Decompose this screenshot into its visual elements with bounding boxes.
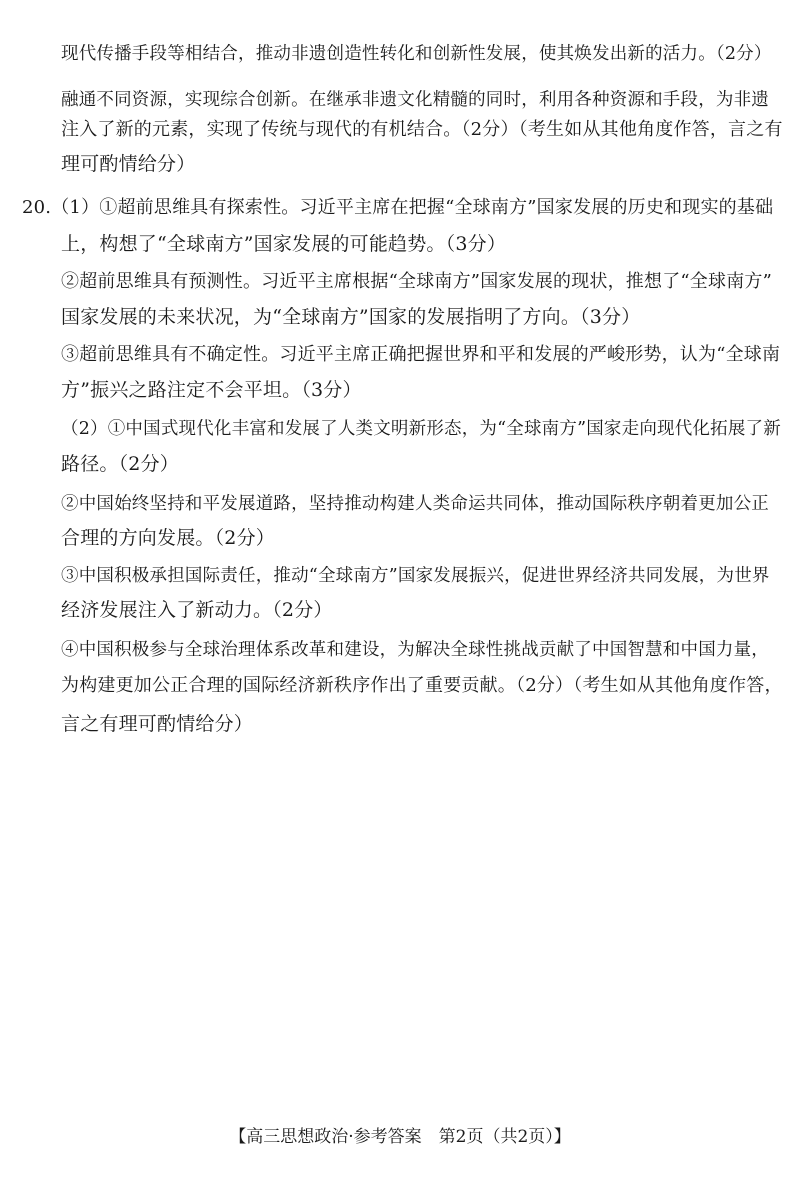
answer-line: 注入了新的元素，实现了传统与现代的有机结合。（2分）（考生如从其他角度作答，言之有 (61, 119, 783, 140)
answer-line: 经济发展注入了新动力。（2分） (61, 599, 333, 621)
question-20-part-1-point-2: ②超前思维具有预测性。习近平主席根据“全球南方”国家发展的现状，推想了“全球南方” (61, 271, 773, 292)
question-20-part-2-point-3: ③中国积极承担国际责任，推动“全球南方”国家发展振兴，促进世界经济共同发展，为世界 (61, 566, 770, 586)
question-20-part-2-point-4: ④中国积极参与全球治理体系改革和建设，为解决全球性挑战贡献了中国智慧和中国力量， (61, 640, 769, 660)
answer-line: 方”振兴之路注定不会平坦。（3分） (61, 379, 362, 401)
answer-line: 合理的方向发展。（2分） (61, 527, 275, 549)
question-20-part-2-point-2: ②中国始终坚持和平发展道路，坚持推动构建人类命运共同体，推动国际秩序朝着更加公正 (61, 494, 769, 514)
question-20-part-1-point-1: 20.（1）①超前思维具有探索性。习近平主席在把握“全球南方”国家发展的历史和现实的基础 (22, 197, 774, 218)
page-footer: 【高三思想政治·参考答案 第2页（共2页）】 (229, 1127, 571, 1147)
answer-line: 国家发展的未来状况，为“全球南方”国家的发展指明了方向。（3分） (61, 306, 641, 328)
answer-line: 为构建更加公正合理的国际经济新秩序作出了重要贡献。（2分）（考生如从其他角度作答， (61, 675, 783, 696)
answer-line: 上，构想了“全球南方”国家发展的可能趋势。（3分） (61, 233, 507, 255)
answer-line: 现代传播手段等相结合，推动非遗创造性转化和创新性发展，使其焕发出新的活力。（2分） (61, 44, 772, 64)
answer-line: 言之有理可酌情给分） (61, 713, 254, 735)
question-20-part-2-point-1: （2）①中国式现代化丰富和发展了人类文明新形态，为“全球南方”国家走向现代化拓展了新 (61, 419, 781, 439)
answer-line: 理可酌情给分） (61, 153, 196, 175)
question-20-part-1-point-3: ③超前思维具有不确定性。习近平主席正确把握世界和平和发展的严峻形势，认为“全球南 (61, 344, 781, 365)
answer-line: 路径。（2分） (61, 453, 179, 475)
answer-line: 融通不同资源，实现综合创新。在继承非遗文化精髓的同时，利用各种资源和手段，为非遗 (61, 90, 769, 110)
